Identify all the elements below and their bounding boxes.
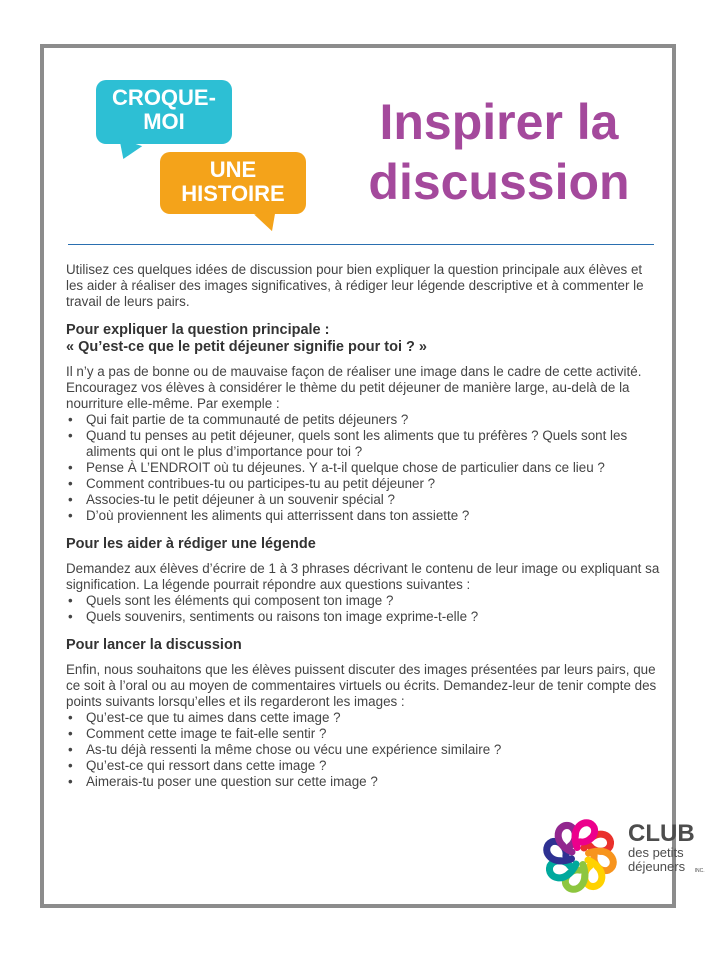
speech-bubble-orange <box>160 152 306 214</box>
speech-bubble-teal <box>96 80 232 144</box>
list-item: • Pense À L’ENDROIT où tu déjeunes. Y a-t-il quelque chose de particulier dans ce lieu ? <box>66 460 660 476</box>
document-body <box>66 262 660 802</box>
list-item: • Quels souvenirs, sentiments ou raisons ton image exprime-t-elle ? <box>66 609 660 625</box>
section-heading: Pour lancer la discussion <box>66 637 242 653</box>
bullet-list <box>66 710 660 790</box>
section-heading <box>66 322 660 356</box>
logo-line-1: CROQUE- <box>112 85 216 110</box>
section-paragraph: Il n’y a pas de bonne ou de mauvaise façon de réaliser une image dans le cadre de cette activité. Encouragez vos élèves à considérer le thème du petit déjeuner de manière large, au-delà de la nourriture elle-même. Par exemple : <box>66 364 642 411</box>
title-line-2: discussion <box>368 154 630 210</box>
club-word: CLUB <box>628 820 695 847</box>
page-frame <box>40 44 705 908</box>
club-des-petits-dejeuners-logo <box>510 816 705 896</box>
club-line-2: des petits <box>628 845 684 860</box>
section-main-question <box>66 322 660 524</box>
list-item: • Qui fait partie de ta communauté de petits déjeuners ? <box>66 412 660 428</box>
section-paragraph: Enfin, nous souhaitons que les élèves puissent discuter des images présentées par leurs pairs, que ce soit à l’oral ou au moyen de commentaires virtuels ou écrits. Demandez-leur de tenir compte des points suivants lorsqu’elles et ils regarderont les images : <box>66 662 657 709</box>
list-item: • Qu’est-ce que tu aimes dans cette image ? <box>66 710 660 726</box>
club-mark: INC. <box>694 868 705 874</box>
list-item: • D’où proviennent les aliments qui atterrissent dans ton assiette ? <box>66 508 660 524</box>
logo-line-3: UNE <box>209 157 257 182</box>
list-item: • Quels sont les éléments qui composent ton image ? <box>66 593 660 609</box>
croque-moi-logo <box>96 80 306 240</box>
club-line-3: déjeuners <box>628 859 686 874</box>
bubble-tail <box>254 210 280 234</box>
list-item: • As-tu déjà ressenti la même chose ou vécu une expérience similaire ? <box>66 742 660 758</box>
title-line-1: Inspirer la <box>379 94 619 150</box>
logo-line-2: MOI <box>143 109 185 134</box>
bubble-tail <box>114 139 142 164</box>
list-item: • Qu’est-ce qui ressort dans cette image ? <box>66 758 660 774</box>
list-item: • Associes-tu le petit déjeuner à un souvenir spécial ? <box>66 492 660 508</box>
heading-line-1: Pour expliquer la question principale : <box>66 322 330 338</box>
page-title <box>334 92 664 212</box>
bullet-list <box>66 412 660 524</box>
list-item: • Comment cette image te fait-elle sentir ? <box>66 726 660 742</box>
club-wordmark <box>628 820 705 874</box>
title-divider <box>68 244 654 245</box>
section-paragraph: Demandez aux élèves d’écrire de 1 à 3 phrases décrivant le contenu de leur image ou expliquant sa signification. La légende pourrait répondre aux questions suivantes : <box>66 561 660 592</box>
sunburst-swirl-icon <box>540 816 620 896</box>
section-caption <box>66 536 660 625</box>
section-heading: Pour les aider à rédiger une légende <box>66 536 316 552</box>
heading-line-2: « Qu’est-ce que le petit déjeuner signifie pour toi ? » <box>66 339 427 355</box>
list-item: • Comment contribues-tu ou participes-tu au petit déjeuner ? <box>66 476 660 492</box>
logo-line-4: HISTOIRE <box>181 181 285 206</box>
section-discussion <box>66 637 660 790</box>
list-item: • Aimerais-tu poser une question sur cette image ? <box>66 774 660 790</box>
intro-paragraph: Utilisez ces quelques idées de discussion pour bien expliquer la question principale aux élèves et les aider à réaliser des images significatives, à rédiger leur légende descriptive et à commenter le travail de leurs pairs. <box>66 262 644 309</box>
list-item: • Quand tu penses au petit déjeuner, quels sont les aliments que tu préfères ? Quels sont les aliments qui ont le plus d’importance pour toi ? <box>66 428 660 460</box>
bullet-list <box>66 593 660 625</box>
